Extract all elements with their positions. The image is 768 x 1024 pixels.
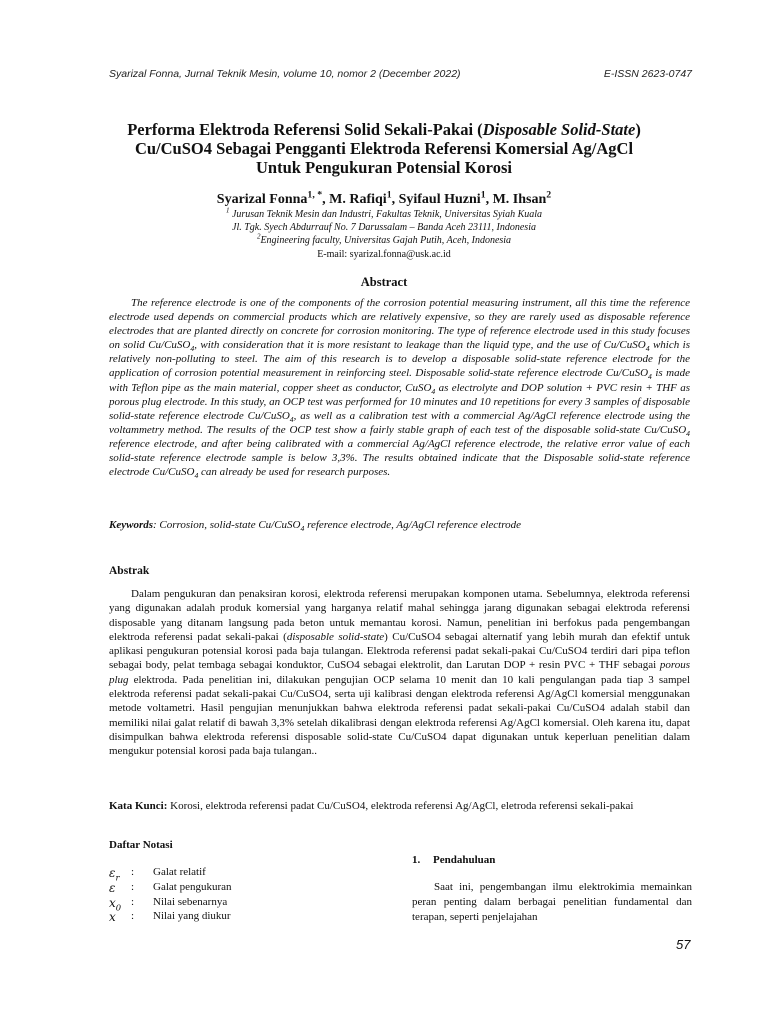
author-name: Syifaul Huzni	[398, 192, 481, 207]
title-line-3: Untuk Pengukuran Potensial Korosi	[256, 158, 512, 177]
author-list: Syarizal Fonna$^{1, *}$, M. Rafiqi$^1$, Syifaul Huzni$^1$, M. Ihsan$^2$	[216, 189, 552, 207]
daftar-notasi-heading: Daftar Notasi	[109, 839, 173, 851]
affiliation-1-address: Jl. Tgk. Syech Abdurrauf No. 7 Darussalam – Banda Aceh 23111, Indonesia	[232, 222, 536, 233]
affiliation-2: $^2$Engineering faculty, Universitas Gajah Putih, Aceh, Indonesia	[256, 232, 512, 246]
abstrak-heading: Abstrak	[109, 565, 150, 577]
abstract-body: The reference electrode is one of the components of the corrosion potential measuring instrument, all this time the reference electrode used depends on commercial products which are relatively expensive, so they are rarely used as disposable reference electrodes that are planted directly on concrete for corrosion monitoring. The type of reference electrode used in this study focuses on solid Cu/CuSO$_4$, with consideration that it is more resistant to leakage than the liquid type, and the use of Cu/CuSO$_4$ which is relatively non-polluting to steel. The aim of this research is to develop a disposable solid-state reference electrode for the application of corrosion potential measurement in reinforcing steel. Disposable solid-state reference electrode Cu/CuSO$_4$ is made with Teflon pipe as the main material, copper sheet as conductor, CuSO$_4$ as electrolyte and DOP solution + PVC resin + THF as porous plug electrode. In this study, an OCP test was performed for 10 minutes and 10 repetitions for every 3 samples of disposable solid-state reference electrode Cu/CuSO$_4$, as well as a calibration test with a commercial Ag/AgCl reference electrode using the voltammetry method. The results of the OCP test show a fairly stable graph of each test of the disposable solid-state Cu/CuSO$_4$ reference electrode, and after being calibrated with a commercial Ag/AgCl reference electrode, the relative error value of each solid-state reference electrode sample is below 3,3%. The results obtained indicate that the Disposable solid-state reference electrode Cu/CuSO$_4$ can already be used for research purposes.	[109, 297, 691, 481]
kata-kunci: Kata Kunci: Korosi, elektroda referensi padat Cu/CuSO4, elektroda referensi Ag/AgCl, eletroda referensi sekali-pakai	[109, 800, 634, 812]
corresponding-email: E-mail: syarizal.fonna@usk.ac.id	[317, 249, 451, 260]
section-heading-pendahuluan: 1. Pendahuluan	[412, 854, 496, 866]
title-line-1: Performa Elektroda Referensi Solid Sekali-Pakai (Disposable Solid-State)	[127, 120, 641, 139]
author-name: M. Rafiqi	[329, 192, 387, 207]
notation-description: Nilai sebenarnya	[153, 896, 228, 908]
notation-description: Galat relatif	[153, 866, 206, 878]
notation-description: Galat pengukuran	[153, 881, 232, 893]
notation-description: Nilai yang diukur	[153, 910, 231, 922]
author-affiliation-mark: 2	[546, 189, 552, 201]
author-affiliation-mark: 1	[386, 189, 392, 201]
keywords: Keywords: Corrosion, solid-state Cu/CuSO$_4$ reference electrode, Ag/AgCl reference electrode	[109, 519, 521, 534]
notation-symbol: $\varepsilon_r$	[109, 866, 120, 883]
notation-symbol: ε	[109, 881, 116, 895]
author-affiliation-mark: 1, *	[307, 189, 323, 201]
pendahuluan-body: Saat ini, pengembangan ilmu elektrokimia memainkan peran penting dalam berbagai penelitian fundamental dan terapan, seperti penjelajahan	[412, 881, 692, 923]
notation-symbol: $x_0$	[109, 896, 122, 913]
author-affiliation-mark: 1	[480, 189, 486, 201]
paper-title	[60, 120, 708, 177]
notation-symbol: x	[109, 910, 116, 924]
title-line-2: Cu/CuSO4 Sebagai Pengganti Elektroda Referensi Komersial Ag/AgCl	[134, 139, 634, 158]
kata-kunci-label: Kata Kunci:	[109, 800, 168, 812]
author-name: Syarizal Fonna	[216, 192, 308, 207]
running-header-citation: Syarizal Fonna, Jurnal Teknik Mesin, volume 10, nomor 2 (December 2022)	[109, 68, 461, 80]
page-number: 57	[676, 937, 691, 952]
abstrak-body: Dalam pengukuran dan penaksiran korosi, elektroda referensi merupakan komponen utama. Sebelumnya, elektroda referensi yang digunakan adalah produk komersial yang harganya relatif mahal sehingga jarang digunakan sebagai elektroda referensi disposable yang ditanam langsung pada beton untuk memantau korosi. Namun, penelitian ini berfokus pada pengembangan elektroda referensi padat sekali-pakai (disposable solid-state) Cu/CuSO4 sebagai alternatif yang lebih murah dan efektif untuk aplikasi pengukuran potensial korosi pada baja tulangan. Elektroda referensi padat sekali-pakai Cu/CuSO4 terdiri dari pipa teflon sebagai body, pelat tembaga sebagai konduktor, CuSO4 sebagai elektrolit, dan Larutan DOP + resin PVC + THF sebagai porous plug elektroda. Pada penelitian ini, dilakukan pengujian OCP selama 10 menit dan 10 kali pengulangan pada tiap 3 sampel elektroda referensi padat sekali-pakai Cu/CuSO4, serta uji kalibrasi dengan elektroda referensi Ag/AgCl komersial menggunakan metode voltametri. Hasil pengujian menunjukkan bahwa elektroda referensi padat sekali-pakai Cu/CuSO4 adalah stabil dan memiliki nilai galat relatif di bawah 3,3% setelah dikalibrasi dengan elektroda referensi Ag/AgCl komersial. Oleh karena itu, dapat disimpulkan bahwa elektroda referensi disposable solid-state Cu/CuSO4 dapat digunakan untuk keperluan penelitian dalam mengukur potensial korosi pada baja tulangan..	[109, 588, 690, 758]
affiliation-1: $^1$ Jurusan Teknik Mesin dan Industri, Fakultas Teknik, Universitas Syiah Kuala	[225, 206, 543, 220]
running-header-issn: E-ISSN 2623-0747	[603, 68, 692, 80]
abstract-heading: Abstract	[360, 275, 408, 289]
author-name: M. Ihsan	[492, 192, 547, 207]
keywords-label: Keywords	[109, 519, 153, 531]
